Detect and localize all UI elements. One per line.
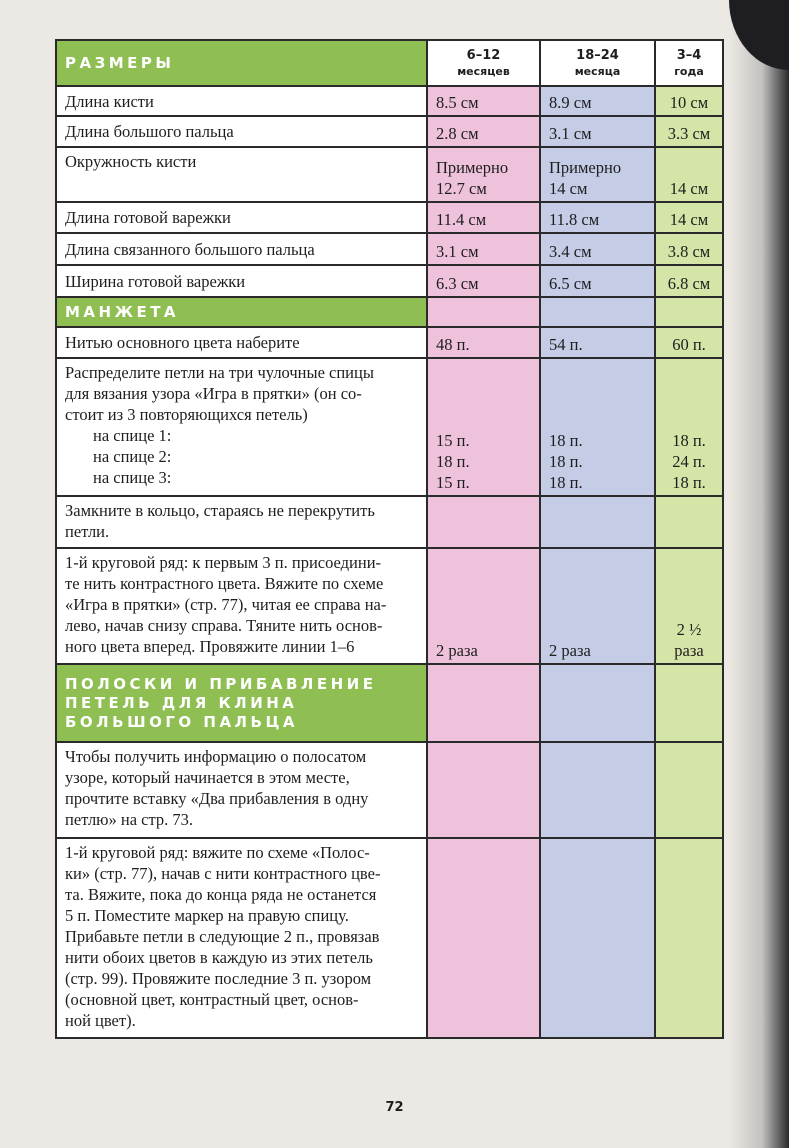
value-cell: 3.1 см [540,116,655,147]
row-label [56,742,427,838]
size-6-12-header [427,40,540,86]
table-row [56,838,723,1038]
page-edge-shadow [729,0,789,1148]
value-cell [655,548,723,664]
value-cell: 6.8 см [655,265,723,297]
value-line: раза [674,641,704,660]
text-line: те нить контрастного цвета. Вяжите по схеме [65,574,384,593]
table-row [56,86,723,116]
text-line: Чтобы получить информацию о полосатом [65,747,367,766]
value-line: 18 п. [549,452,583,471]
value-line: 18 п. [549,431,583,450]
value-cell: 6.3 см [427,265,540,297]
row-label: Окружность кисти [56,147,427,202]
size-3-4-range: 3–4 [676,47,702,63]
value-cell: 2 раза [427,548,540,664]
table-row [56,496,723,548]
value-cell: 48 п. [427,327,540,358]
row-label [56,838,427,1038]
value-line: 2 ½ [676,620,702,639]
row-label [56,496,427,548]
size-18-24-header [540,40,655,86]
row-label [56,358,427,496]
empty-cell [427,496,540,548]
value-cell: 10 см [655,86,723,116]
value-cell [655,358,723,496]
value-cell: 11.8 см [540,202,655,233]
size-3-4-unit: года [674,64,704,78]
value-line: Примерно [549,158,622,177]
value-cell: 8.9 см [540,86,655,116]
header-row [56,40,723,86]
needle-label: на спице 2: [93,447,172,466]
row-label: Ширина готовой варежки [56,265,427,297]
value-cell: 14 см [655,147,723,202]
value-line: 12.7 см [436,179,487,198]
text-line: «Игра в прятки» (стр. 77), читая ее справа на- [65,595,387,614]
text-line: петлю» на стр. 73. [65,810,194,829]
empty-cell [540,496,655,548]
value-line: Примерно [436,158,509,177]
needle-label: на спице 1: [93,426,172,445]
empty-cell [540,742,655,838]
value-cell: 2 раза [540,548,655,664]
table-row [56,265,723,297]
text-line: Замкните в кольцо, стараясь не перекрутить [65,501,375,520]
table-row [56,358,723,496]
value-cell [540,358,655,496]
text-line: лево, начав снизу справа. Тяните нить основ- [65,616,383,635]
value-cell [427,147,540,202]
value-cell: 11.4 см [427,202,540,233]
size-6-12-range: 6–12 [466,47,501,63]
needle-label: на спице 3: [93,468,172,487]
title-line: ПОЛОСКИ И ПРИБАВЛЕНИЕ [65,674,377,693]
sizes-table [55,39,724,1039]
stripes-section-title [56,664,427,742]
text-line: стоит из 3 повторяющихся петель) [65,405,308,424]
table-row [56,233,723,265]
value-line: 18 п. [672,431,706,450]
text-line: для вязания узора «Игра в прятки» (он со- [65,384,362,403]
cuff-section-title: МАНЖЕТА [56,297,427,327]
text-line: (основной цвет, контрастный цвет, основ- [65,990,359,1009]
empty-cell [427,297,540,327]
value-cell: 2.8 см [427,116,540,147]
value-line: 18 п. [672,473,706,492]
empty-cell [655,297,723,327]
value-line: 15 п. [436,431,470,450]
empty-cell [540,838,655,1038]
text-line: 5 п. Поместите маркер на правую спицу. [65,906,349,925]
row-label: Длина большого пальца [56,116,427,147]
text-line: узоре, который начинается в этом месте, [65,768,350,787]
text-line: ки» (стр. 77), начав с нити контрастного цве- [65,864,381,883]
page-number: 72 [385,1100,404,1115]
empty-cell [655,838,723,1038]
value-cell [540,147,655,202]
empty-cell [427,742,540,838]
section-row [56,664,723,742]
value-cell: 60 п. [655,327,723,358]
row-label: Нитью основного цвета наберите [56,327,427,358]
empty-cell [427,838,540,1038]
value-cell: 6.5 см [540,265,655,297]
row-label: Длина связанного большого пальца [56,233,427,265]
table-row [56,116,723,147]
value-line: 14 см [549,179,588,198]
value-cell: 54 п. [540,327,655,358]
empty-cell [427,664,540,742]
empty-cell [655,742,723,838]
value-line: 24 п. [672,452,706,471]
empty-cell [655,496,723,548]
text-line: та. Вяжите, пока до конца ряда не останется [65,885,377,904]
table-row [56,327,723,358]
text-line: 1-й круговой ряд: вяжите по схеме «Полос- [65,843,370,862]
value-cell [427,358,540,496]
text-line: нити обоих цветов в каждую из этих петель [65,948,373,967]
table-row [56,147,723,202]
text-line: Распределите петли на три чулочные спицы [65,363,374,382]
value-cell: 3.1 см [427,233,540,265]
size-18-24-range: 18–24 [576,47,619,63]
value-cell: 14 см [655,202,723,233]
text-line: ной цвет). [65,1011,136,1030]
section-row [56,297,723,327]
row-label [56,548,427,664]
text-line: прочтите вставку «Два прибавления в одну [65,789,369,808]
text-line: ного цвета вперед. Провяжите линии 1–6 [65,637,355,656]
empty-cell [540,297,655,327]
table-row [56,742,723,838]
value-line: 18 п. [436,452,470,471]
text-line: (стр. 99). Провяжите последние 3 п. узором [65,969,372,988]
sizes-header: РАЗМЕРЫ [56,40,427,86]
value-cell: 8.5 см [427,86,540,116]
row-label: Длина готовой варежки [56,202,427,233]
value-cell: 3.3 см [655,116,723,147]
row-label: Длина кисти [56,86,427,116]
text-line: 1-й круговой ряд: к первым 3 п. присоедини- [65,553,382,572]
empty-cell [655,664,723,742]
title-line: ПЕТЕЛЬ ДЛЯ КЛИНА [65,693,298,712]
value-cell: 3.8 см [655,233,723,265]
size-3-4-header [655,40,723,86]
table-row [56,202,723,233]
size-6-12-unit: месяцев [457,64,510,78]
size-18-24-unit: месяца [574,64,621,78]
value-cell: 3.4 см [540,233,655,265]
value-line: 15 п. [436,473,470,492]
table-row [56,548,723,664]
empty-cell [540,664,655,742]
title-line: БОЛЬШОГО ПАЛЬЦА [65,712,298,731]
text-line: Прибавьте петли в следующие 2 п., провязав [65,927,380,946]
value-line: 18 п. [549,473,583,492]
text-line: петли. [65,522,110,541]
